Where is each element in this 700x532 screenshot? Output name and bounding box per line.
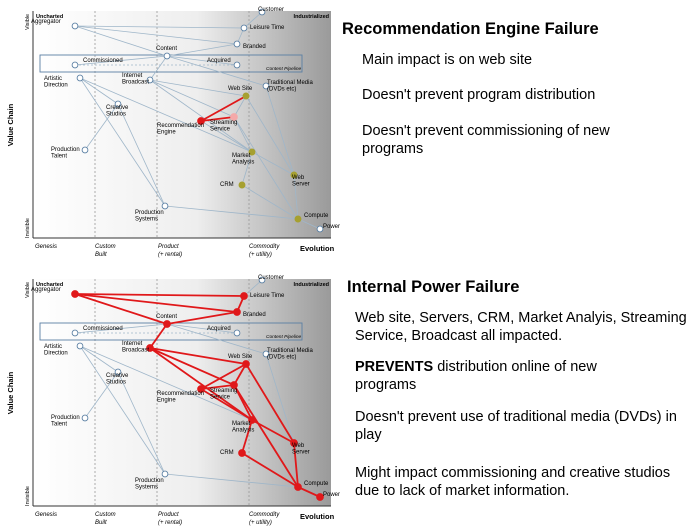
scenario-panel-1 [342, 20, 697, 157]
component-label-artistic: Direction [44, 82, 68, 89]
component-label-recommendation: Recommendation [157, 391, 205, 397]
component-node-commissioned [72, 62, 78, 68]
component-label-crm: CRM [220, 450, 234, 456]
point-text: Web site, Servers, CRM, Market Analyis, Streaming Service, Broadcast all impacted. [355, 310, 687, 344]
visible-label: Visible [25, 281, 31, 299]
scenario-panel-2 [347, 278, 697, 499]
component-label-creative: Creative [106, 373, 129, 379]
component-label-compute: Compute [304, 481, 329, 487]
component-label-production_talent: Talent [51, 153, 68, 160]
component-node-aggregator [72, 291, 79, 298]
component-label-traditional: (DVDs etc) [267, 354, 297, 361]
component-label-streaming: Streaming [210, 388, 238, 394]
point-text: Main impact is on web site [362, 52, 533, 68]
component-label-artistic: Artistic [44, 344, 62, 350]
component-label-commissioned: Commissioned [83, 58, 123, 64]
component-label-production_systems: Production [135, 210, 164, 216]
component-label-aggregator: Aggregator [31, 287, 61, 293]
component-label-production_talent: Production [51, 147, 80, 153]
stage-label: Built [95, 520, 107, 526]
component-label-branded: Branded [243, 44, 266, 50]
invisible-label: Invisible [25, 218, 31, 238]
component-node-crm [239, 182, 245, 188]
component-node-leisure [241, 25, 247, 31]
component-node-commissioned [72, 330, 78, 336]
point-text: distribution online of new programs [355, 359, 597, 393]
scenario-title: Internal Power Failure [347, 278, 520, 296]
component-node-crm [239, 450, 246, 457]
stage-label: Custom [95, 512, 116, 518]
scenario-point [355, 309, 697, 345]
component-label-traditional: (DVDs etc) [267, 86, 297, 93]
point-text: Might impact commissioning and creative studios due to lack of market information. [355, 465, 671, 499]
industrialized-label: Industrialized [293, 282, 329, 288]
component-node-leisure [241, 293, 248, 300]
component-label-website: Web Site [228, 354, 253, 360]
component-label-internet: Broadcast [122, 79, 150, 86]
component-label-leisure: Leisure Time [250, 25, 285, 31]
component-label-branded: Branded [243, 312, 266, 318]
component-label-recommendation: Engine [157, 397, 176, 404]
component-node-production_systems [162, 203, 168, 209]
component-label-internet: Internet [122, 73, 143, 79]
stage-label: (+ utility) [249, 252, 272, 258]
component-label-content: Content [156, 314, 178, 320]
component-label-aggregator: Aggregator [31, 19, 61, 25]
component-label-content: Content [156, 46, 178, 52]
scenario-point [362, 122, 622, 158]
component-label-website: Web Site [228, 86, 253, 92]
stage-label: Product [158, 244, 179, 250]
point-text: Doesn't prevent use of traditional media (DVDs) in play [355, 409, 677, 443]
wardley-map-power-failure [0, 268, 340, 530]
evolution-label: Evolution [300, 512, 335, 521]
component-label-recommendation: Engine [157, 129, 176, 136]
component-label-market: Analysis [232, 427, 255, 434]
stage-label: Built [95, 252, 107, 258]
value-chain-label: Value Chain [6, 103, 15, 147]
map-svg [0, 268, 340, 530]
component-label-production_talent: Talent [51, 421, 68, 428]
stage-label: Product [158, 512, 179, 518]
stage-label: (+ rental) [158, 520, 183, 526]
component-label-webserver: Web [292, 175, 305, 181]
scenario-point [355, 408, 697, 444]
scenario-point [362, 51, 697, 69]
component-node-artistic [77, 75, 83, 81]
scenario-point [362, 86, 697, 104]
component-label-internet: Internet [122, 341, 143, 347]
component-node-production_talent [82, 147, 88, 153]
component-label-webserver: Server [292, 181, 310, 188]
component-label-compute: Compute [304, 213, 329, 219]
component-node-artistic [77, 343, 83, 349]
stage-label: Genesis [35, 244, 58, 250]
component-label-acquired: Acquired [207, 58, 231, 64]
point-bold: PREVENTS [355, 359, 434, 375]
component-label-creative: Studios [106, 379, 127, 386]
component-label-acquired: Acquired [207, 326, 231, 332]
value-chain-label: Value Chain [6, 371, 15, 415]
component-label-market: Market [232, 153, 251, 159]
component-node-branded [234, 41, 240, 47]
component-label-production_systems: Systems [135, 216, 159, 223]
component-label-creative: Creative [106, 105, 129, 111]
stage-label: Commodity [249, 512, 280, 518]
component-node-production_talent [82, 415, 88, 421]
component-label-artistic: Artistic [44, 76, 62, 82]
component-label-commissioned: Commissioned [83, 326, 123, 332]
point-text: Doesn't prevent program distribution [362, 87, 596, 103]
invisible-label: Invisible [25, 486, 31, 506]
component-label-market: Market [232, 421, 251, 427]
stage-label: Commodity [249, 244, 280, 250]
stage-label: (+ rental) [158, 252, 183, 258]
visible-label: Visible [25, 13, 31, 31]
component-label-crm: CRM [220, 182, 234, 188]
component-label-internet: Broadcast [122, 347, 150, 354]
scenario-point [355, 358, 605, 394]
component-node-content [164, 53, 170, 59]
component-node-website [243, 361, 250, 368]
component-label-customer: Customer [258, 7, 285, 13]
stage-label: (+ utility) [249, 520, 272, 526]
component-label-streaming: Streaming [210, 120, 238, 126]
component-label-streaming: Service [210, 394, 231, 401]
industrialized-label: Industrialized [293, 14, 329, 20]
component-label-webserver: Web [292, 443, 305, 449]
component-node-acquired [234, 62, 240, 68]
uncharted-label: Uncharted [36, 14, 64, 20]
evolution-label: Evolution [300, 244, 335, 253]
stage-label: Genesis [35, 512, 58, 518]
component-label-customer: Customer [258, 275, 285, 281]
component-label-streaming: Service [210, 126, 231, 133]
component-node-acquired [234, 330, 240, 336]
scenario-point [355, 464, 697, 500]
component-label-market: Analysis [232, 159, 255, 166]
component-node-aggregator [72, 23, 78, 29]
component-label-recommendation: Recommendation [157, 123, 205, 129]
component-node-branded [234, 309, 241, 316]
component-node-content [164, 321, 171, 328]
scenario-title: Recommendation Engine Failure [342, 20, 599, 38]
map-svg [0, 0, 340, 262]
content-pipeline-label: Content Pipeline [266, 67, 302, 72]
component-label-traditional: Traditional Media [267, 348, 313, 354]
component-label-artistic: Direction [44, 350, 68, 357]
wardley-map-recommendation-failure [0, 0, 340, 262]
component-node-compute [295, 216, 301, 222]
component-label-webserver: Server [292, 449, 310, 456]
component-label-creative: Studios [106, 111, 127, 118]
component-label-production_talent: Production [51, 415, 80, 421]
component-label-traditional: Traditional Media [267, 80, 313, 86]
component-label-leisure: Leisure Time [250, 293, 285, 299]
component-label-production_systems: Production [135, 478, 164, 484]
component-node-website [243, 93, 249, 99]
point-text: Doesn't prevent commissioning of new programs [362, 123, 610, 157]
component-node-production_systems [162, 471, 168, 477]
component-label-power: Power [323, 224, 340, 230]
stage-label: Custom [95, 244, 116, 250]
component-label-power: Power [323, 492, 340, 498]
content-pipeline-label: Content Pipeline [266, 335, 302, 340]
uncharted-label: Uncharted [36, 282, 64, 288]
component-label-production_systems: Systems [135, 484, 159, 491]
component-node-compute [295, 484, 302, 491]
